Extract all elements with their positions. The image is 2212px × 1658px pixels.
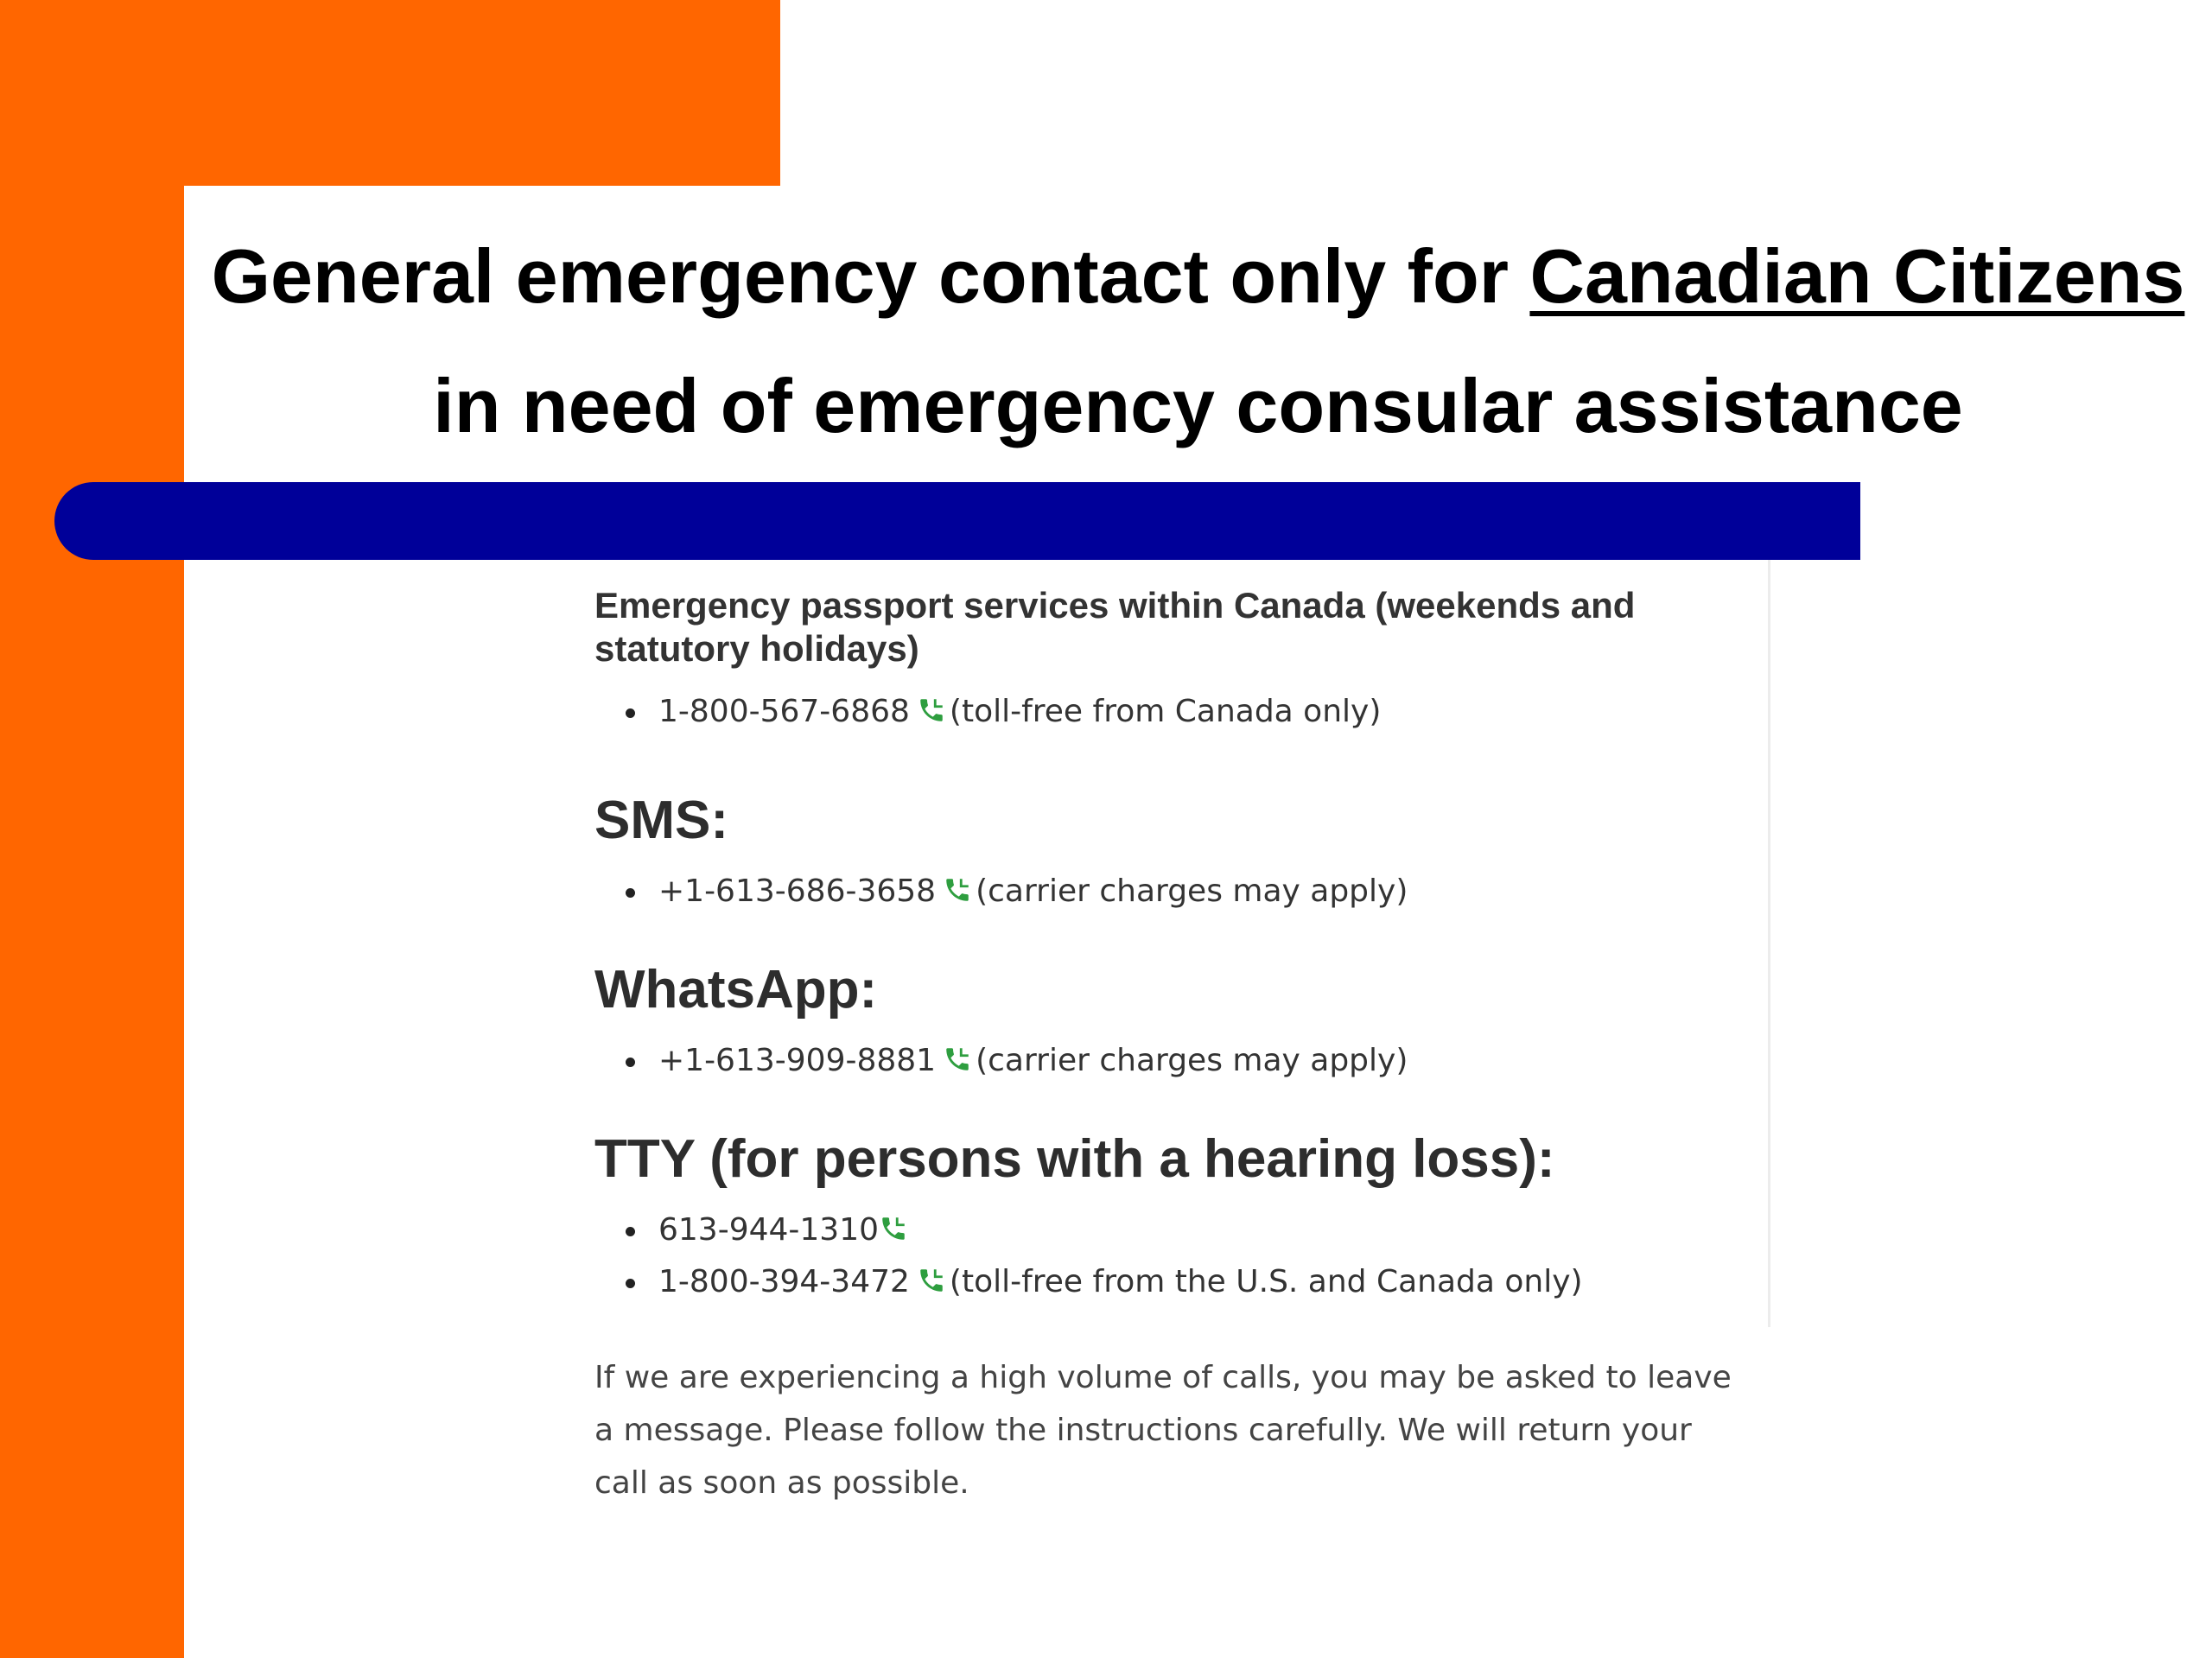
title-underlined-text: Canadian Citizens xyxy=(1529,233,2185,319)
whatsapp-heading: WhatsApp: xyxy=(594,960,878,1020)
orange-accent-side xyxy=(0,0,184,1658)
passport-phone-list xyxy=(594,686,1770,738)
phone-icon xyxy=(879,1214,908,1243)
phone-icon xyxy=(917,696,946,725)
phone-icon xyxy=(917,1266,946,1295)
passport-services-lead: Emergency passport services within Canada (weekends and statutory holidays) xyxy=(594,585,1636,669)
slide-title xyxy=(184,212,2212,471)
phone-icon xyxy=(943,875,972,905)
phone-note: (toll-free from Canada only) xyxy=(949,694,1382,729)
sms-phone-list xyxy=(594,866,1770,918)
list-item xyxy=(626,866,1770,918)
blue-divider-band xyxy=(54,482,1860,560)
list-item xyxy=(626,686,1770,738)
phone-number[interactable]: +1-613-909-8881 xyxy=(658,1043,937,1078)
tty-phone-list xyxy=(594,1204,1770,1308)
title-part-3: in need of emergency consular assistance xyxy=(433,363,1963,448)
phone-number[interactable]: +1-613-686-3658 xyxy=(658,873,937,909)
contact-content xyxy=(594,584,1770,1509)
phone-note: (carrier charges may apply) xyxy=(976,873,1408,909)
title-part-1: General emergency contact only for xyxy=(211,233,1530,319)
phone-number[interactable]: 613-944-1310 xyxy=(658,1212,880,1248)
phone-number[interactable]: 1-800-394-3472 xyxy=(658,1264,910,1299)
list-item xyxy=(626,1256,1770,1308)
phone-number[interactable]: 1-800-567-6868 xyxy=(658,694,910,729)
sms-heading: SMS: xyxy=(594,791,728,850)
whatsapp-phone-list xyxy=(594,1035,1770,1087)
phone-icon xyxy=(943,1045,972,1074)
list-item xyxy=(626,1204,1770,1256)
phone-note: (carrier charges may apply) xyxy=(976,1043,1408,1078)
high-volume-note: If we are experiencing a high volume of calls, you may be asked to leave a message. Please follow the instructions carefully. We will return your call as soon as possible. xyxy=(594,1360,1732,1501)
list-item xyxy=(626,1035,1770,1087)
phone-note: (toll-free from the U.S. and Canada only) xyxy=(949,1264,1583,1299)
tty-heading: TTY (for persons with a hearing loss): xyxy=(594,1129,1555,1189)
